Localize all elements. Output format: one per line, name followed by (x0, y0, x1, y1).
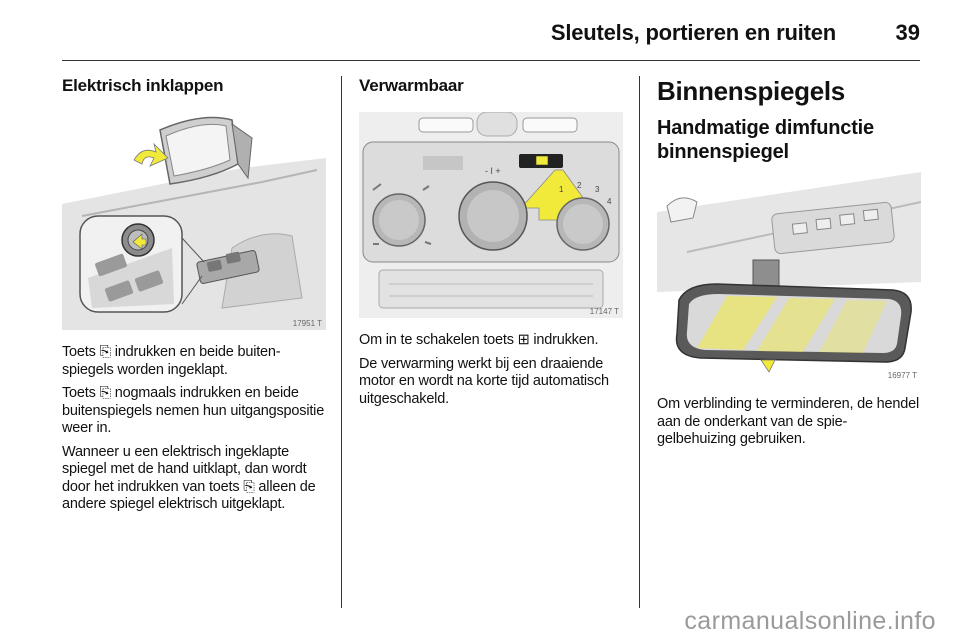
section-heading-heated: Verwarmbaar (359, 76, 464, 95)
fan-speed-label: 3 (595, 185, 600, 194)
fan-speed-label: 4 (607, 197, 612, 206)
temperature-scale-label: - ǀ + (485, 166, 501, 176)
paragraph: Toets ⎘ indrukken en beide buitenspiegels worden ingeklapt. (62, 344, 281, 378)
figure-id: 17951 T (292, 319, 322, 328)
figure-interior-mirror (657, 172, 921, 382)
figure-id: 17147 T (589, 307, 619, 316)
paragraph: De verwarming werkt bij een draaiende motor en wordt na korte tijd automatisch uitgeschakeld. (359, 355, 609, 407)
mirror-fold-illustration (62, 108, 326, 330)
section-heading-electric-folding: Elektrisch inklappen (62, 76, 224, 95)
section-heated (359, 76, 623, 408)
page-header-title: Sleutels, portieren en ruiten (550, 20, 836, 45)
fan-speed-label: 1 (559, 185, 564, 194)
header-rule (62, 60, 920, 61)
column-divider-1 (341, 76, 342, 608)
watermark: carmanualsonline.info (684, 607, 936, 635)
paragraph: Wanneer u een elektrisch ingeklapte spiegel met de hand uitklapt, dan wordt door het indrukken van toets ⎘ alleen de andere spiegel elektrisch uitgeklapt. (62, 443, 316, 512)
section-heading-interior-mirrors: Binnenspiegels (657, 76, 845, 106)
rearview-mirror-illustration (657, 172, 921, 382)
subheading-manual-dimming: Handmatige dimfunctie binnenspiegel (657, 117, 874, 163)
paragraph: Toets ⎘ nogmaals indrukken en beide buitenspiegels nemen hun uitgangspositie weer in. (62, 385, 325, 436)
column-divider-2 (639, 76, 640, 608)
paragraph: Om verblinding te verminderen, de hendel aan de onderkant van de spiegelbehuizing gebruiken. (657, 396, 920, 447)
climate-panel-illustration (359, 112, 623, 318)
paragraph: Om in te schakelen toets ⊞ indrukken. (359, 332, 599, 348)
figure-heating-panel (359, 112, 623, 318)
figure-id: 16977 T (887, 371, 917, 380)
section-interior-mirrors (657, 76, 921, 449)
section-electric-folding (62, 76, 326, 514)
figure-door-mirror-switch (62, 108, 326, 330)
page-number: 39 (895, 20, 920, 45)
fan-speed-label: 2 (577, 181, 582, 190)
